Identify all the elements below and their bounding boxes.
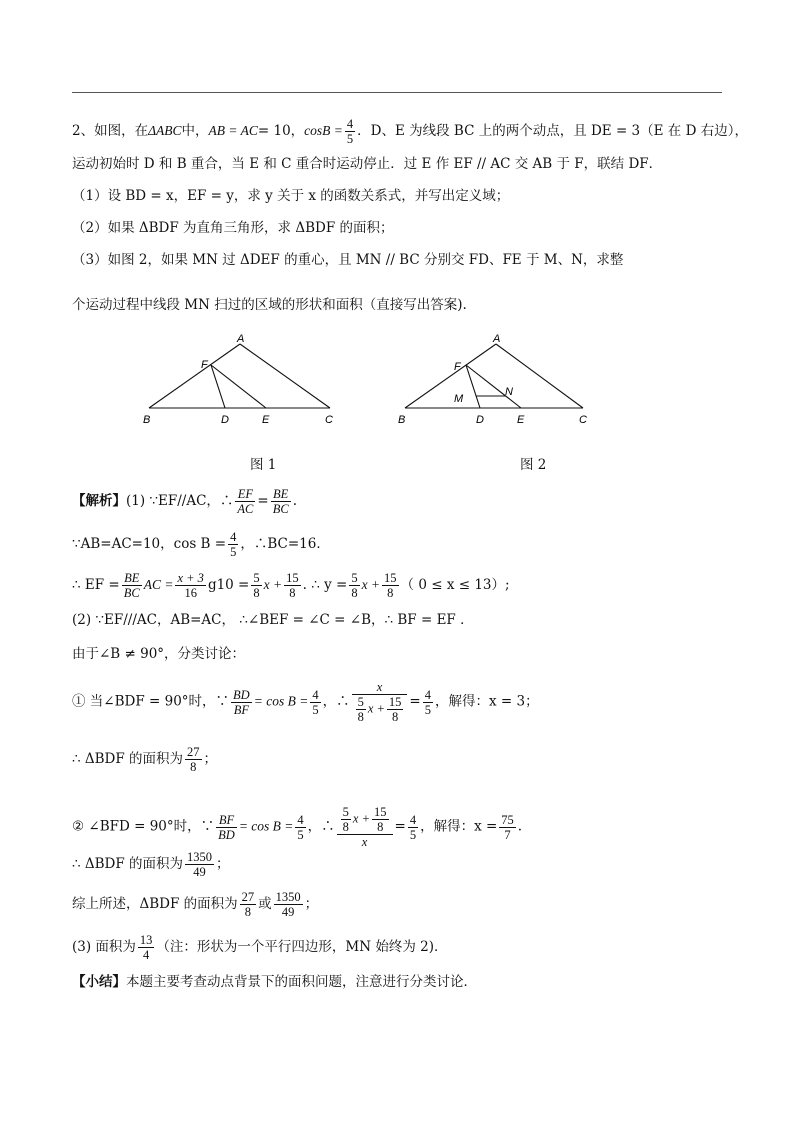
solution-line-6 <box>72 680 539 724</box>
label-e: E <box>262 414 270 426</box>
fraction <box>240 890 257 919</box>
fraction <box>499 813 516 842</box>
numerator: 1350 <box>275 890 301 904</box>
denominator: 5 <box>230 545 237 559</box>
text: g10 = <box>207 577 250 593</box>
denominator: AC <box>237 502 254 516</box>
fraction <box>228 530 238 559</box>
text: 本题主要考查动点背景下的面积问题，注意进行分类讨论． <box>126 974 477 990</box>
fraction <box>356 695 366 724</box>
solution-line-3 <box>72 571 510 600</box>
label-d: D <box>476 414 484 426</box>
numerator: x + 3 <box>177 571 204 585</box>
numerator: 5 <box>357 695 364 709</box>
text: ∴ EF = <box>72 577 120 593</box>
numerator: 15 <box>374 805 387 819</box>
text: ① 当∠BDF = 90°时，∵ <box>72 693 230 710</box>
text: 综上所述，ΔBDF 的面积为 <box>72 896 238 912</box>
numerator: 4 <box>230 530 237 544</box>
denominator <box>352 695 408 724</box>
denominator: 49 <box>281 905 295 919</box>
numerator: 4 <box>409 812 417 827</box>
numerator: 4 <box>312 687 319 702</box>
solution-line-1 <box>72 487 297 516</box>
numerator: 15 <box>388 695 402 709</box>
figure-1-caption: 图 1 <box>250 457 277 473</box>
text: x + <box>367 701 385 716</box>
denominator: 5 <box>409 827 417 842</box>
fraction <box>235 487 255 516</box>
numerator: 13 <box>139 933 153 947</box>
text: . <box>517 818 523 835</box>
solution-line-5: 由于∠B ≠ 90°，分类讨论： <box>72 646 246 662</box>
label-a: A <box>493 333 501 345</box>
solution-line-8 <box>72 805 522 849</box>
question-1: （1）设 BD = x，EF = y，求 y 关于 x 的函数关系式，并写出定义域； <box>72 188 510 204</box>
text: ∴ ΔBDF 的面积为 <box>72 751 184 767</box>
fraction <box>345 117 355 146</box>
text: ΔABC <box>148 123 182 138</box>
denominator: 8 <box>377 820 384 834</box>
denominator: BC <box>123 586 140 600</box>
segment-fd <box>211 365 225 408</box>
figure-1 <box>135 332 345 432</box>
fraction <box>408 813 418 842</box>
fraction <box>423 688 433 717</box>
denominator: BC <box>272 502 289 516</box>
header-rule <box>72 92 722 93</box>
numerator: 4 <box>297 812 304 827</box>
denominator: 8 <box>289 586 296 600</box>
text: (1) ∵EF//AC，∴ <box>126 493 234 509</box>
denominator: 8 <box>244 905 252 919</box>
solution-line-2 <box>72 530 330 559</box>
text: x + <box>361 577 381 592</box>
text: x + <box>263 577 283 592</box>
numerator: BE <box>271 487 291 502</box>
segment-ba <box>149 344 240 408</box>
numerator: 4 <box>424 687 431 702</box>
text: ，∴ <box>322 693 350 710</box>
text: = <box>409 693 421 710</box>
segment-fe <box>211 365 266 408</box>
fraction <box>310 688 320 717</box>
solution-line-10 <box>72 890 318 919</box>
label-f: F <box>454 361 461 373</box>
fraction <box>341 805 351 834</box>
fraction <box>387 695 404 724</box>
numerator: EF <box>235 487 255 502</box>
label-c: C <box>325 414 333 426</box>
text: ．D、E 为线段 BC 上的两个动点，且 DE = 3（E 在 D 右边）， <box>357 123 748 139</box>
denominator: 4 <box>143 948 150 962</box>
summary-line <box>72 973 477 991</box>
segment-fd <box>466 365 480 408</box>
summary-tag: 【小结】 <box>72 974 126 990</box>
numerator: 1350 <box>187 850 213 864</box>
figure-2 <box>390 332 600 432</box>
denominator: 5 <box>424 702 431 717</box>
denominator: 8 <box>387 586 394 600</box>
fraction <box>284 571 301 600</box>
text: ∵AB=AC=10，cos B = <box>72 536 227 552</box>
denominator: BF <box>233 702 250 717</box>
text: ② ∠BFD = 90°时，∵ <box>72 818 215 835</box>
numerator: BF <box>216 813 237 828</box>
label-e: E <box>517 414 525 426</box>
label-a: A <box>237 333 245 345</box>
text: 中， <box>181 123 209 139</box>
text: = cos B = <box>253 693 309 709</box>
denominator: 8 <box>351 586 358 600</box>
denominator: 49 <box>193 865 206 879</box>
fraction <box>185 745 202 774</box>
text: AC = <box>143 577 174 592</box>
segment-ba <box>405 344 496 408</box>
text: = <box>394 818 406 835</box>
analysis-tag: 【解析】 <box>72 493 126 509</box>
compound-fraction <box>337 805 393 849</box>
numerator: 15 <box>384 571 397 585</box>
numerator: BE <box>122 571 142 586</box>
denominator: 7 <box>504 827 511 842</box>
text: ； <box>216 856 230 872</box>
fraction <box>251 571 261 600</box>
numerator: 15 <box>286 571 299 585</box>
fraction <box>122 571 142 600</box>
fraction <box>382 571 399 600</box>
question-2: （2）如果 ΔBDF 为直角三角形，求 ΔBDF 的面积； <box>72 220 394 236</box>
text: 或 <box>258 896 272 912</box>
problem-line-2: 运动初始时 D 和 B 重合，当 E 和 C 重合时运动停止．过 E 作 EF // AC 交 AB 于 F，联结 DF． <box>72 156 663 172</box>
numerator: x <box>352 680 408 695</box>
denominator: BD <box>218 827 235 842</box>
denominator: 5 <box>297 827 304 842</box>
text: （注：形状为一个平行四边形，MN 始终为 2)． <box>156 939 448 955</box>
text: ； <box>304 896 319 912</box>
problem-line-1 <box>72 117 748 146</box>
question-3-cont: 个运动过程中线段 MN 扫过的区域的形状和面积（直接写出答案). <box>72 297 467 313</box>
text: （ 0 ≤ x ≤ 13）; <box>400 577 510 593</box>
denominator: x <box>361 835 368 849</box>
fraction <box>349 571 359 600</box>
label-n: N <box>505 386 513 398</box>
text: ，∴BC=16． <box>240 536 330 552</box>
fraction <box>274 890 303 919</box>
numerator: 27 <box>241 890 255 904</box>
compound-fraction <box>352 680 408 724</box>
solution-line-9 <box>72 850 230 879</box>
text: ，解得：x = <box>420 818 498 835</box>
text: . ∴ y = <box>302 577 348 593</box>
numerator <box>337 805 393 835</box>
fraction <box>372 805 389 834</box>
text: AB = AC <box>208 123 258 138</box>
text: cosB = <box>304 123 343 138</box>
fraction <box>231 688 252 717</box>
numerator: 5 <box>253 571 260 585</box>
numerator: 27 <box>187 745 200 759</box>
label-d: D <box>221 414 229 426</box>
solution-line-7 <box>72 745 217 774</box>
denominator: 8 <box>190 760 197 774</box>
solution-line-4: (2) ∵EF///AC，AB=AC， ∴∠BEF = ∠C = ∠B，∴ BF = EF ． <box>72 612 474 628</box>
label-f: F <box>201 359 208 371</box>
denominator: 8 <box>253 586 260 600</box>
text: ∴ ΔBDF 的面积为 <box>72 856 184 872</box>
text: x + <box>352 811 371 826</box>
fraction <box>185 850 214 879</box>
numerator: 5 <box>342 805 349 819</box>
text: (3) 面积为 <box>72 939 136 955</box>
text: . <box>292 493 297 509</box>
denominator: 5 <box>346 132 354 146</box>
solution-line-11 <box>72 933 448 962</box>
text: = <box>257 493 269 509</box>
label-c: C <box>579 414 587 426</box>
text: ，∴ <box>307 818 335 835</box>
label-b: B <box>398 414 406 426</box>
denominator: 8 <box>342 820 349 834</box>
denominator: 8 <box>392 710 399 724</box>
figure-2-caption: 图 2 <box>520 457 547 473</box>
fraction <box>295 813 305 842</box>
label-b: B <box>143 414 151 426</box>
numerator: BD <box>233 687 250 702</box>
numerator: 4 <box>346 117 354 131</box>
denominator: 5 <box>312 702 319 717</box>
denominator: 16 <box>184 586 197 600</box>
question-3: （3）如图 2，如果 MN 过 ΔDEF 的重心，且 MN // BC 分别交 FD、FE 于 M、N，求整 <box>72 252 624 268</box>
text: 2、如图，在 <box>72 123 149 139</box>
label-m: M <box>454 393 464 405</box>
text: = cos B = <box>238 818 294 834</box>
numerator: 75 <box>501 812 514 827</box>
fraction <box>271 487 291 516</box>
text: = 10， <box>257 123 305 139</box>
numerator: 5 <box>351 571 358 585</box>
text: ，解得：x = 3； <box>434 693 539 710</box>
fraction <box>216 813 237 842</box>
fraction <box>138 933 155 962</box>
fraction <box>175 571 205 600</box>
text: ； <box>203 751 218 767</box>
denominator: 8 <box>357 710 364 724</box>
